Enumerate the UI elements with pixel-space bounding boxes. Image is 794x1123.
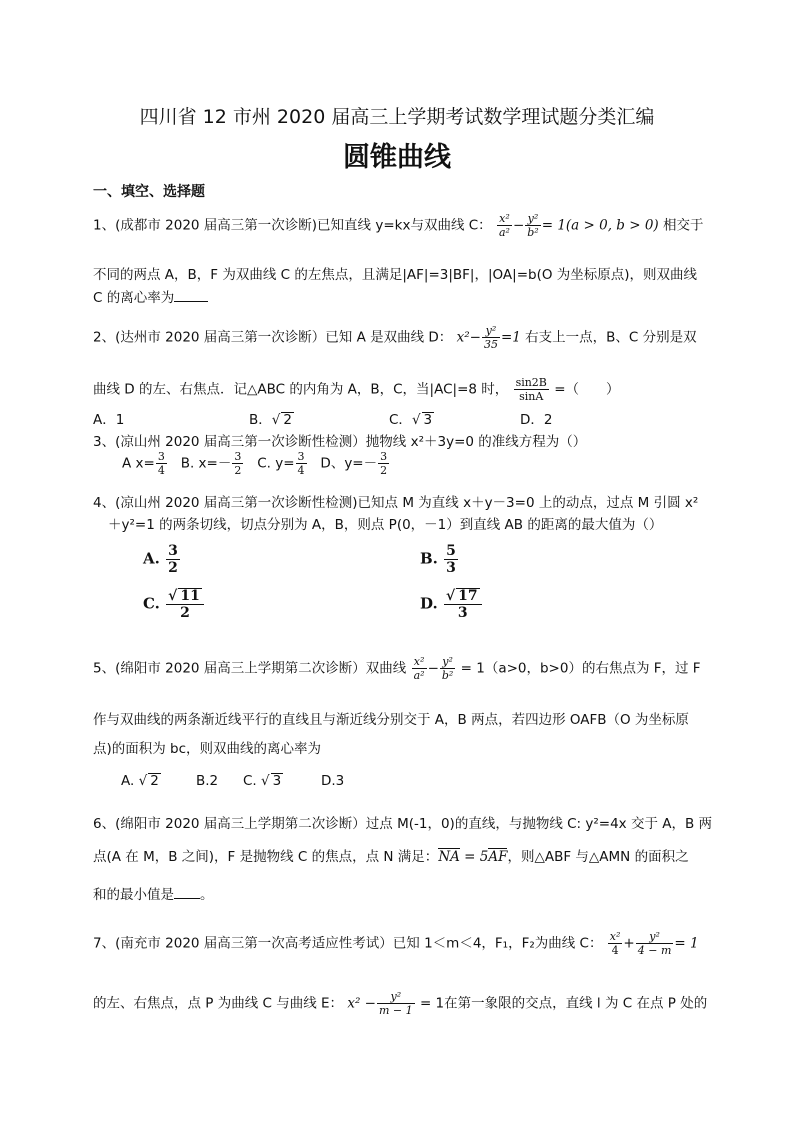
question-5-line-3: 点)的面积为 bc，则双曲线的离心率为 bbox=[93, 741, 322, 757]
question-1-line-2: 不同的两点 A，B，F 为双曲线 C 的左焦点，且满足|AF|=3|BF|，|OA|=b(O 为坐标原点)，则双曲线 bbox=[93, 267, 698, 283]
q4-option-a: A. $\frac{3}{2}$ bbox=[143, 543, 178, 576]
section-heading: 一、填空、选择题 bbox=[93, 184, 205, 200]
question-5-line-2: 作与双曲线的两条渐近线平行的直线且与渐近线分别交于 A，B 两点，若四边形 OAFB（O 为坐标原 bbox=[93, 712, 689, 728]
question-1-line-1: 1、(成都市 2020 届高三第一次诊断)已知直线 y=kx与双曲线 C： $\frac{\text{x²}}{\text{a²}}$ − $\frac{\text{y²}}{\text{b²}}$ = 1(a > 0, b > 0) 相交于 bbox=[93, 212, 704, 239]
q2-option-c: C．√ 3 bbox=[389, 412, 433, 428]
question-5-line-1: 5、(绵阳市 2020 届高三上学期第二次诊断）双曲线 $\frac{\text{x²}}{\text{a²}}$ − $\frac{\text{y²}}{\text{b²}}$ = 1（a>0，b>0）的右焦点为 F，过 F bbox=[93, 655, 701, 682]
q4-option-d: D. $\frac{√ 17}{3}$ bbox=[420, 588, 483, 621]
question-7-line-2: 的左、右焦点，点 P 为曲线 C 与曲线 E： x² − $\frac{\text{y²}}{m - 1}$ = 1在第一象限的交点，直线 l 为 C 在点 P 处的 bbox=[93, 990, 708, 1017]
q2-option-a: A．1 bbox=[93, 412, 125, 428]
q4-option-c: C. $\frac{√ 11}{2}$ bbox=[143, 588, 205, 621]
question-4-line-1: 4、(凉山州 2020 届高三第一次诊断性检测)已知点 M 为直线 x＋y－3=0 上的动点，过点 M 引圆 x² bbox=[93, 495, 699, 511]
question-6-line-2: 点(A 在 M，B 之间)，F 是抛物线 C 的焦点，点 N 满足：NA = 5AF，则△ABF 与△AMN 的面积之 bbox=[93, 849, 689, 865]
question-2-line-1: 2、(达州市 2020 届高三第一次诊断）已知 A 是双曲线 D： x²− $\frac{\text{y²}}{35}$ =1 右支上一点，B、C 分别是双 bbox=[93, 324, 697, 351]
q2-ratio: $\frac{\sin 2B}{\sin A}$ bbox=[515, 376, 547, 403]
question-3-line: 3、(凉山州 2020 届高三第一次诊断性检测）抛物线 x²＋3y=0 的准线方程为（） bbox=[93, 434, 587, 450]
question-6-line-3: 和的最小值是 。 bbox=[93, 887, 214, 903]
document-title: 四川省 12 市州 2020 届高三上学期考试数学理试题分类汇编 bbox=[139, 106, 655, 128]
question-6-line-1: 6、(绵阳市 2020 届高三上学期第二次诊断）过点 M(-1，0)的直线，与抛物线 C: y²=4x 交于 A，B 两 bbox=[93, 816, 713, 832]
q2-option-b: B．√ 2 bbox=[249, 412, 292, 428]
q5-option-b: B.2 bbox=[196, 773, 219, 789]
question-2-line-2: 曲线 D 的左、右焦点．记△ABC 的内角为 A，B，C，当|AC|=8 时， $\frac{\sin 2B}{\sin A}$ =（ ） bbox=[93, 376, 620, 403]
q2-option-d: D．2 bbox=[520, 412, 553, 428]
q3-options: A x= $\frac{3}{4}$ B. x=－ $\frac{3}{2}$ C. y= $\frac{3}{4}$ D、y=－ $\frac{3}{2}$ bbox=[122, 450, 388, 477]
question-7-line-1: 7、(南充市 2020 届高三第一次高考适应性考试）已知 1＜m＜4，F₁，F₂为曲线 C： $\frac{\text{x²}}{4}$ + $\frac{\text{y²}}{4 - m}$ = 1 bbox=[93, 930, 699, 957]
answer-blank bbox=[174, 289, 208, 302]
q5-option-c: C. √ 3 bbox=[243, 773, 282, 789]
q1-formula: $\frac{\text{x²}}{\text{a²}}$ bbox=[498, 212, 510, 239]
answer-blank bbox=[174, 886, 200, 899]
q5-option-a: A. √ 2 bbox=[121, 773, 159, 789]
question-4-line-2: ＋y²=1 的两条切线，切点分别为 A，B，则点 P(0，－1）到直线 AB 的距离的最大值为（） bbox=[108, 517, 663, 533]
question-1-line-3: C 的离心率为 bbox=[93, 286, 208, 306]
q5-option-d: D.3 bbox=[321, 773, 345, 789]
document-subtitle: 圆锥曲线 bbox=[343, 142, 451, 173]
q4-option-b: B. $\frac{5}{3}$ bbox=[420, 543, 456, 576]
